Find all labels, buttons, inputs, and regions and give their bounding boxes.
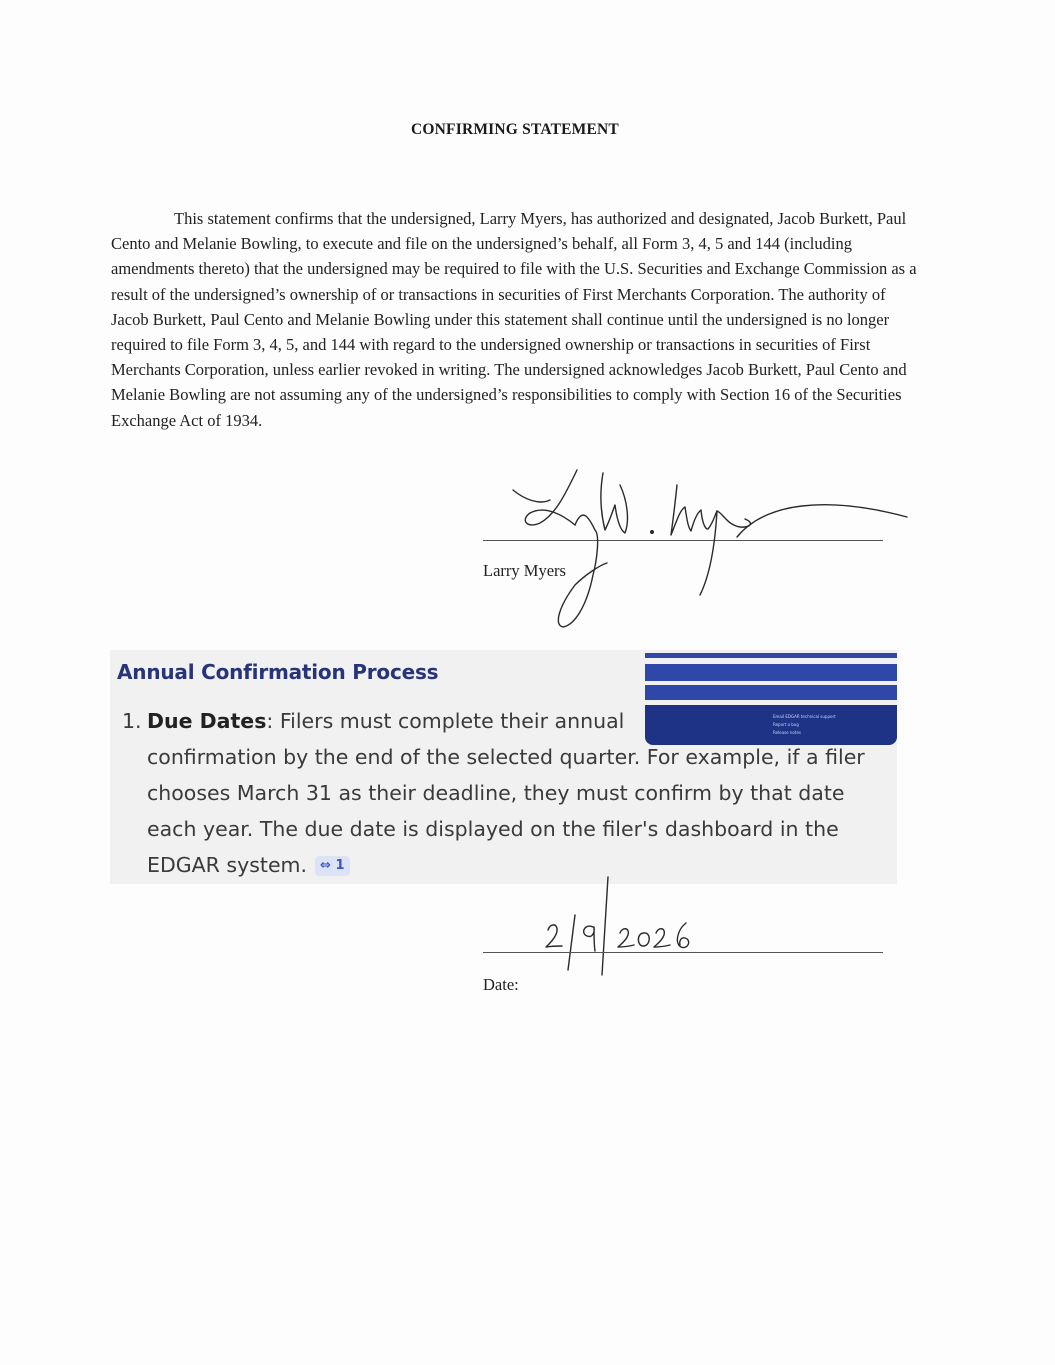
pasted-web-snippet xyxy=(110,650,897,884)
banner-stripe-top xyxy=(645,653,897,658)
citation-chip[interactable] xyxy=(315,856,349,876)
statement-body: This statement confirms that the undersigned, Larry Myers, has authorized and designated, Jacob Burkett, Paul Cento and Melanie Bowling, to execute and file on the undersigned’s behalf, all Form 3, 4, 5 and 144 (including amendments thereto) that the undersigned may be required to file with the U.S. Securities and Exchange Commission as a result of the undersigned’s ownership of or transactions in securities of First Merchants Corporation. The authority of Jacob Burkett, Paul Cento and Melanie Bowling under this statement shall continue until the undersigned is no longer required to file Form 3, 4, 5, and 144 with regard to the undersigned ownership or transactions in securities of First Merchants Corporation, unless earlier revoked in writing. The undersigned acknowledges Jacob Burkett, Paul Cento and Melanie Bowling are not assuming any of the undersigned’s responsibilities to comply with Section 16 of the Securities Exchange Act of 1934. xyxy=(111,209,917,430)
banner-link-release-notes[interactable]: Release notes xyxy=(773,730,801,735)
date-label: Date: xyxy=(483,975,519,994)
banner-link-bug[interactable]: Report a bug xyxy=(773,722,799,727)
banner-stripe-lower xyxy=(645,685,897,700)
list-item-text-first: : Filers must complete their annual xyxy=(266,709,625,733)
signer-name: Larry Myers xyxy=(483,561,566,580)
list-item-body xyxy=(147,703,892,883)
signature-image xyxy=(505,465,915,635)
handwritten-date-image xyxy=(540,875,710,975)
list-item-text: confirmation by the end of the selected quarter. For example, if a filer chooses March 31 as their deadline, they must confirm by that date each year. The due date is displayed on the filer's dashboard in the EDGAR system. xyxy=(147,745,865,877)
link-icon: ⇔ xyxy=(320,858,331,873)
list-item-title: Due Dates xyxy=(147,709,267,733)
banner-stripe-middle xyxy=(645,664,897,681)
date-line xyxy=(483,952,883,953)
document-title: CONFIRMING STATEMENT xyxy=(411,121,619,138)
banner-link-support[interactable]: Email EDGAR technical support xyxy=(773,714,836,719)
list-item-number: 1. xyxy=(122,709,142,733)
snippet-heading: Annual Confirmation Process xyxy=(117,660,439,684)
citation-label: 1 xyxy=(335,858,345,873)
